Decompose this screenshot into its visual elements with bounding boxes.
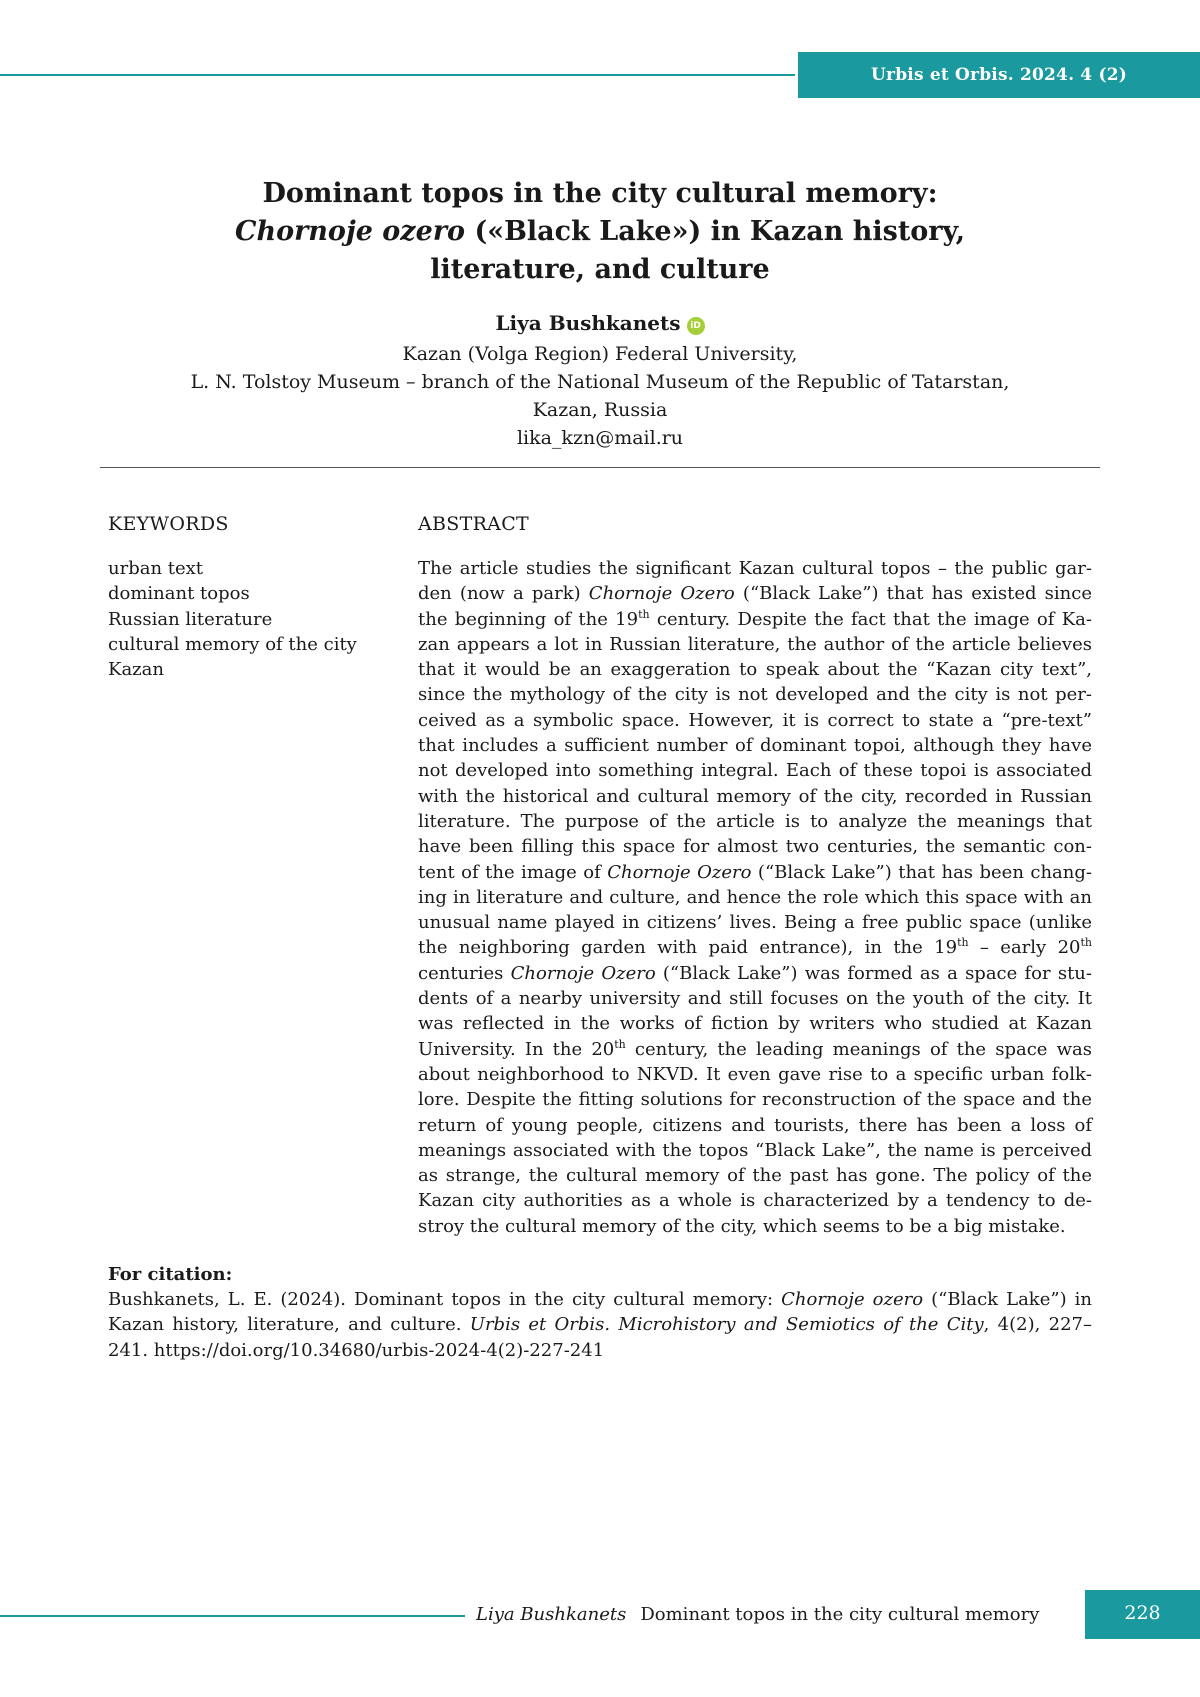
journal-badge: Urbis et Orbis. 2024. 4 (2) (798, 52, 1200, 98)
citation-text (108, 1287, 1092, 1363)
author-location: Kazan, Russia (532, 399, 668, 421)
author-email[interactable]: lika_kzn@mail.ru (516, 427, 684, 449)
abstract-segment: (“Black Lake”) that has been changing in literature and culture, and hence the role which this space with an unusual name played in citizens’ lives. Being a free public space (unlike the neighboring garden with paid entrance), in the 19 (418, 861, 1092, 959)
affiliation-block (100, 340, 1100, 452)
abstract-superscript: th (638, 607, 650, 621)
keyword-item: Kazan (108, 659, 164, 681)
abstract-segment: century, the leading meanings of the space was about neighborhood to NKVD. It even gave rise to a specific urban folklore. Despite the fitting solutions for reconstruction of the space and the return of young people, citizens and tourists, there has been a loss of meanings associated with the topos “Black Lake”, the name is perceived as strange, the cultural memory of the past has gone. The policy of the Kazan city authorities as a whole is characterized by a tendency to destroy the cultural memory of the city, which seems to be a big mistake. (418, 1038, 1092, 1237)
keyword-item: Russian literature (108, 608, 273, 630)
abstract-segment: – early 20 (968, 937, 1081, 959)
section-divider (100, 467, 1100, 468)
orcid-icon[interactable]: iD (687, 317, 705, 335)
article-title (100, 175, 1100, 289)
footer-running-title: Dominant topos in the city cultural memory (640, 1604, 1040, 1625)
affiliation-1: Kazan (Volga Region) Federal University, (402, 343, 798, 365)
citation-heading: For citation: (108, 1264, 233, 1285)
citation-journal: Urbis et Orbis. Microhistory and Semiotics of the City (469, 1314, 984, 1336)
title-line-3: literature, and culture (430, 254, 770, 285)
affiliation-2: L. N. Tolstoy Museum – branch of the National Museum of the Republic of Tatarstan, (190, 371, 1010, 393)
footer-author: Liya Bushkanets (476, 1604, 627, 1625)
abstract-italic: Chornoje Ozero (510, 962, 656, 984)
header-rule (0, 74, 795, 76)
keywords-list (108, 556, 357, 682)
author-name: Liya Bushkanets (495, 311, 681, 335)
abstract-segment: (“Black Lake”) that has existed since the beginning of the 19 (418, 583, 1092, 630)
author-line (100, 309, 1100, 337)
abstract-superscript: th (957, 936, 969, 950)
title-line-2-rest: («Black Lake») in Kazan history, (465, 216, 966, 247)
citation-doi[interactable]: , 4(2), 227–241. https://doi.org/10.34680/urbis-2024-4(2)-227-241 (108, 1314, 1092, 1361)
abstract-superscript: th (1080, 936, 1092, 950)
keyword-item: urban text (108, 558, 204, 579)
abstract-italic: Chornoje Ozero (607, 861, 752, 883)
abstract-segment: century. Despite the fact that the image of Kazan appears a lot in Russian literature, the author of the article believes that it would be an exaggeration to speak about the “Kazan city text”, since the mythology of the city is not developed and the city is not perceived as a symbolic space. However, it is correct to state a “pre-text” that includes a sufficient number of dominant topoi, although they have not developed into something integral. Each of these topoi is associated with the historical and cultural memory of the city, recorded in Russian literature. The purpose of the article is to analyze the meanings that have been filling this space for almost two centuries, the semantic content of the image of (418, 608, 1092, 883)
footer-rule (0, 1615, 465, 1617)
citation-segment: (“Black Lake”) in Kazan history, literature, and culture. (108, 1289, 1092, 1336)
abstract-segment: (“Black Lake”) was formed as a space for students of a nearby university and still focuses on the youth of the city. It was reflected in the works of fiction by writers who studied at Kazan University. In the 20 (418, 962, 1092, 1060)
keywords-heading: KEYWORDS (108, 513, 229, 535)
keyword-item: dominant topos (108, 583, 250, 605)
abstract-segment: centuries (418, 962, 511, 984)
page-number: 228 (1085, 1590, 1200, 1639)
title-italic-part: Chornoje ozero (234, 216, 466, 247)
abstract-superscript: th (614, 1037, 626, 1051)
keyword-item: cultural memory of the city (108, 633, 357, 655)
abstract-text (418, 556, 1092, 1239)
citation-italic: Chornoje ozero (781, 1289, 924, 1310)
running-footer (476, 1602, 1039, 1628)
citation-segment: Bushkanets, L. E. (2024). Dominant topos in the city cultural memory: (108, 1289, 782, 1310)
title-line-2 (100, 213, 1100, 251)
abstract-segment: The article studies the significant Kazan cultural topos – the public garden (now a park) (418, 558, 1092, 605)
title-line-1: Dominant topos in the city cultural memory: (262, 178, 938, 209)
abstract-heading: ABSTRACT (418, 513, 530, 535)
abstract-italic: Chornoje Ozero (588, 583, 735, 605)
